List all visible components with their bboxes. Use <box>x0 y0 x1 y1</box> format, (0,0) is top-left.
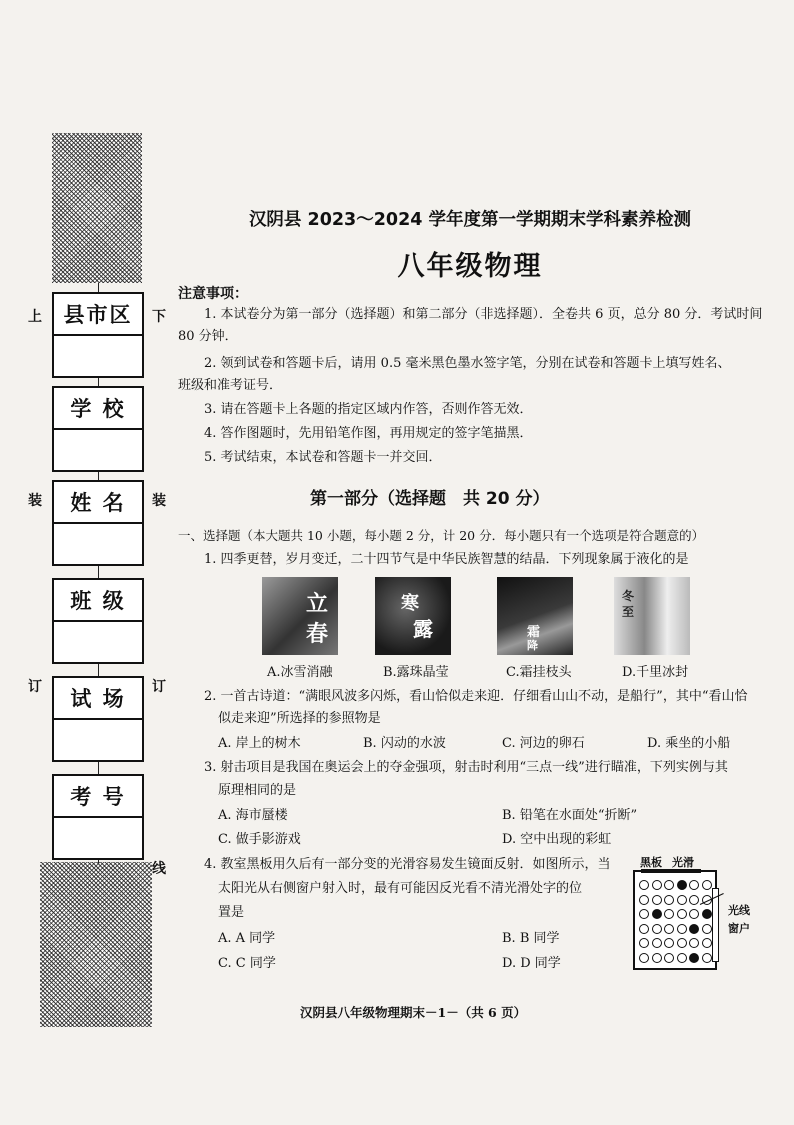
note-line: 2. 领到试卷和答题卡后，请用 0.5 毫米黑色墨水签字笔，分别在试卷和答题卡上填写姓名、 <box>204 356 731 371</box>
note-line: 3. 请在答题卡上各题的指定区域内作答，否则作答无效． <box>204 402 533 417</box>
note-line: 1. 本试卷分为第一部分（选择题）和第二部分（非选择题）．全卷共 6 页，总分 80 分．考试时间 <box>204 307 763 322</box>
page-footer: 汉阴县八年级物理期末－1－（共 6 页） <box>300 1005 527 1020</box>
seat-dot <box>639 938 649 948</box>
seat-dot <box>702 938 712 948</box>
seat-dot <box>689 953 699 963</box>
seat-dot <box>677 880 687 890</box>
seat-dot <box>677 953 687 963</box>
q4-option-b[interactable]: B. B 同学 <box>502 931 560 946</box>
seat-dot <box>652 924 662 934</box>
hatched-strip-bottom <box>40 862 152 1027</box>
note-line: 80 分钟． <box>178 329 238 344</box>
side-char-xian: 线 <box>152 861 166 877</box>
q3-option-a[interactable]: A. 海市蜃楼 <box>218 808 288 823</box>
field-name[interactable]: 姓 名 <box>52 480 144 566</box>
seat-dot <box>664 880 674 890</box>
notes-heading: 注意事项： <box>178 286 248 302</box>
subject-title: 八年级物理 <box>397 251 543 282</box>
q1-image-a-text: 立 <box>306 591 329 617</box>
q4-stem: 太阳光从右侧窗户射入时，最有可能因反光看不清光滑处字的位 <box>218 881 583 896</box>
seat-dot <box>639 909 649 919</box>
q1-option-c[interactable]: C.霜挂枝头 <box>506 665 572 680</box>
seat-dot <box>652 895 662 905</box>
q1-option-a[interactable]: A.冰雪消融 <box>267 665 333 680</box>
blackboard-bar <box>641 869 701 873</box>
q4-option-d[interactable]: D. D 同学 <box>502 956 561 971</box>
q1-image-c-text: 降 <box>527 639 538 652</box>
figure-label-blackboard: 黑板 <box>640 856 662 869</box>
note-line: 班级和准考证号． <box>178 378 283 393</box>
seat-dot <box>689 909 699 919</box>
seat-dot <box>664 938 674 948</box>
seat-dot <box>652 938 662 948</box>
q1-stem: 1. 四季更替，岁月变迁，二十四节气是中华民族智慧的结晶．下列现象属于液化的是 <box>204 552 689 567</box>
field-class[interactable]: 班 级 <box>52 578 144 664</box>
q2-option-c[interactable]: C. 河边的卵石 <box>502 736 585 751</box>
q1-image-d-text: 冬 <box>622 589 635 603</box>
q1-image-d <box>614 577 690 655</box>
q3-option-c[interactable]: C. 做手影游戏 <box>218 832 301 847</box>
field-exam-room[interactable]: 试 场 <box>52 676 144 762</box>
seat-dot <box>639 953 649 963</box>
side-char-zhuang-right: 装 <box>152 493 166 509</box>
note-line: 5. 考试结束，本试卷和答题卡一并交回． <box>204 450 442 465</box>
field-exam-number[interactable]: 考 号 <box>52 774 144 860</box>
seat-dot <box>689 895 699 905</box>
q3-stem: 3. 射击项目是我国在奥运会上的夺金强项，射击时利用“三点一线”进行瞄准，下列实例与其 <box>204 760 728 775</box>
figure-label-light: 光线 <box>728 904 750 917</box>
seat-dot <box>664 895 674 905</box>
hatched-strip-top <box>52 133 142 283</box>
seat-dot <box>639 924 649 934</box>
seat-dot <box>702 953 712 963</box>
seat-dot <box>689 938 699 948</box>
q1-image-c <box>497 577 573 655</box>
q2-option-d[interactable]: D. 乘坐的小船 <box>647 736 731 751</box>
q3-option-d[interactable]: D. 空中出现的彩虹 <box>502 832 612 847</box>
seat-dot <box>677 909 687 919</box>
seat-dot <box>702 880 712 890</box>
q3-stem: 原理相同的是 <box>218 783 297 798</box>
seat-dot <box>652 953 662 963</box>
seat-dot <box>677 938 687 948</box>
q1-image-c-text: 霜 <box>527 625 541 640</box>
q2-option-a[interactable]: A. 岸上的树木 <box>218 736 301 751</box>
q2-stem: 2. 一首古诗道：“满眼风波多闪烁，看山恰似走来迎．仔细看山山不动，是船行”，其中“看山恰 <box>204 689 748 704</box>
seat-dot <box>652 909 662 919</box>
figure-label-smooth: 光滑 <box>672 856 694 869</box>
q4-stem: 置是 <box>218 905 245 920</box>
side-char-xia: 下 <box>152 309 166 325</box>
figure-label-window: 窗户 <box>728 922 750 935</box>
seat-dot <box>677 924 687 934</box>
seat-dot <box>664 953 674 963</box>
q1-image-b-text: 寒 <box>401 593 419 614</box>
q1-option-b[interactable]: B.露珠晶莹 <box>383 665 449 680</box>
field-school[interactable]: 学 校 <box>52 386 144 472</box>
window-bar <box>712 888 719 962</box>
seat-dot <box>677 895 687 905</box>
q1-image-b-text: 露 <box>413 617 433 641</box>
side-char-ding-left: 订 <box>28 679 42 695</box>
seat-dot <box>702 909 712 919</box>
q4-option-a[interactable]: A. A 同学 <box>218 931 276 946</box>
section-intro: 一、选择题（本大题共 10 小题，每小题 2 分，计 20 分．每小题只有一个选项是符合题意的） <box>178 528 705 543</box>
seat-dot <box>664 909 674 919</box>
section-title: 第一部分（选择题 共 20 分） <box>310 489 550 509</box>
side-char-ding-right: 订 <box>152 679 166 695</box>
side-char-shang: 上 <box>28 309 42 325</box>
seat-dot <box>702 924 712 934</box>
q3-option-b[interactable]: B. 铅笔在水面处“折断” <box>502 808 638 823</box>
side-char-zhuang-left: 装 <box>28 493 42 509</box>
q4-stem: 4. 教室黑板用久后有一部分变的光滑容易发生镜面反射．如图所示，当 <box>204 857 611 872</box>
seat-dot <box>664 924 674 934</box>
q1-image-b <box>375 577 451 655</box>
seat-dot <box>689 880 699 890</box>
seat-dot <box>639 880 649 890</box>
exam-title: 汉阴县 2023～2024 学年度第一学期期末学科素养检测 <box>248 210 692 230</box>
q2-option-b[interactable]: B. 闪动的水波 <box>363 736 446 751</box>
note-line: 4. 答作图题时，先用铅笔作图，再用规定的签字笔描黑． <box>204 426 533 441</box>
seat-dot <box>652 880 662 890</box>
field-county[interactable]: 县市区 <box>52 292 144 378</box>
seat-dot <box>639 895 649 905</box>
q4-option-c[interactable]: C. C 同学 <box>218 956 276 971</box>
q1-image-a <box>262 577 338 655</box>
seat-dot <box>689 924 699 934</box>
q2-stem: 似走来迎”所选择的参照物是 <box>218 711 381 726</box>
q1-image-d-text: 至 <box>622 605 635 619</box>
q1-option-d[interactable]: D.千里冰封 <box>622 665 689 680</box>
q1-image-a-text: 春 <box>306 621 329 647</box>
classroom-seating-figure <box>633 870 717 970</box>
